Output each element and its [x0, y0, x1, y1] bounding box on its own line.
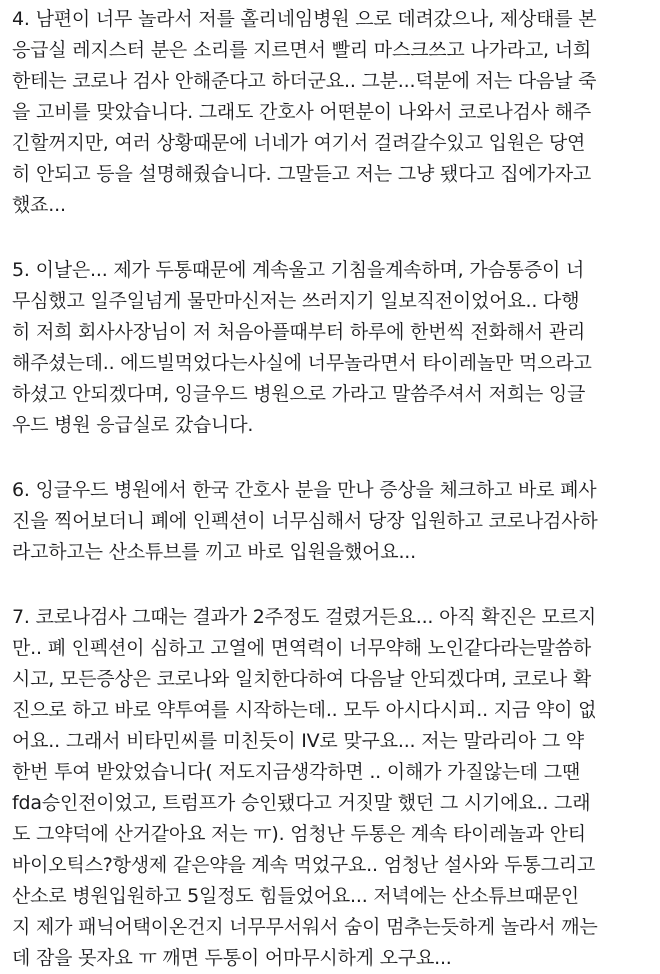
text-line: 라고하고는 산소튜브를 끼고 바로 입원을했어요...: [12, 541, 416, 563]
text-line: 무심했고 일주일넘게 물만마신저는 쓰러지기 일보직전이었어요.. 다행: [12, 290, 580, 312]
text-line: 하셨고 안되겠다며, 잉글우드 병원으로 가라고 말씀주셔서 저희는 잉글: [12, 383, 586, 405]
text-line: 해주셨는데.. 에드빌먹었다는사실에 너무놀라면서 타이레놀만 먹으라고: [12, 352, 592, 374]
text-line: fda승인전이었고, 트럼프가 승인됐다고 거짓말 했던 그 시기에요.. 그래: [12, 792, 591, 814]
text-line: 응급실 레지스터 분은 소리를 지르면서 빨리 마스크쓰고 나가라고, 너희: [12, 39, 592, 61]
text-line: 히 저희 회사사장님이 저 처음아플때부터 하루에 한번씩 전화해서 관리: [12, 321, 586, 343]
text-line: 7. 코로나검사 그때는 결과가 2주정도 걸렸거든요... 아직 확진은 모르지: [12, 606, 597, 628]
paragraph-4: [12, 4, 650, 221]
text-line: 히 안되고 등을 설명해줬습니다. 그말듣고 저는 그냥 됐다고 집에가자고: [12, 163, 592, 185]
text-line: 긴할꺼지만, 여러 상황때문에 너네가 여기서 걸려갈수있고 입원은 당연: [12, 132, 586, 154]
paragraph-6: [12, 475, 650, 568]
text-line: 우드 병원 응급실로 갔습니다.: [12, 414, 254, 436]
text-line: 산소로 병원입원하고 5일정도 힘들었어요... 저녁에는 산소튜브때문인: [12, 885, 579, 907]
text-line: 을 고비를 맞았습니다. 그래도 간호사 어떤분이 나와서 코로나검사 해주: [12, 101, 592, 123]
text-line: 어요.. 그래서 비타민씨를 미친듯이 IV로 맞구요... 저는 말라리아 그 약: [12, 730, 584, 752]
text-line: 5. 이날은... 제가 두통때문에 계속울고 기침을계속하며, 가슴통증이 너: [12, 259, 585, 281]
text-line: 6. 잉글우드 병원에서 한국 간호사 분을 만나 증상을 체크하고 바로 폐사: [12, 479, 597, 501]
text-line: 했죠...: [12, 194, 66, 216]
text-line: 한테는 코로나 검사 안해준다고 하더군요.. 그분...덕분에 저는 다음날 죽: [12, 70, 597, 92]
paragraph-7: [12, 602, 650, 974]
text-line: 데 잠을 못자요 ㅠ 깨면 두통이 어마무시하게 오구요...: [12, 947, 452, 969]
text-line: 진을 찍어보더니 폐에 인펙션이 너무심해서 당장 입원하고 코로나검사하: [12, 510, 598, 532]
text-line: 4. 남편이 너무 놀라서 저를 홀리네임병원 으로 데려갔으나, 제상태를 본: [12, 8, 597, 30]
text-line: 진으로 하고 바로 약투여를 시작하는데.. 모두 아시다시피.. 지금 약이 없: [12, 699, 597, 721]
text-line: 만.. 폐 인펙션이 심하고 고열에 면역력이 너무약해 노인같다라는말씀하: [12, 637, 592, 659]
text-line: 시고, 모든증상은 코로나와 일치한다하여 다음날 안되겠다며, 코로나 확: [12, 668, 592, 690]
paragraph-5: [12, 255, 650, 441]
text-line: 한번 투여 받았었습니다( 저도지금생각하면 .. 이해가 가질않는데 그땐: [12, 761, 581, 783]
text-line: 지 제가 패닉어택이온건지 너무무서워서 숨이 멈추는듯하게 놀라서 깨는: [12, 916, 598, 938]
text-line: 도 그약덕에 산거같아요 저는 ㅠ). 엄청난 두통은 계속 타이레놀과 안티: [12, 823, 586, 845]
text-line: 바이오틱스?항생제 같은약을 계속 먹었구요.. 엄청난 설사와 두통그리고: [12, 854, 596, 876]
